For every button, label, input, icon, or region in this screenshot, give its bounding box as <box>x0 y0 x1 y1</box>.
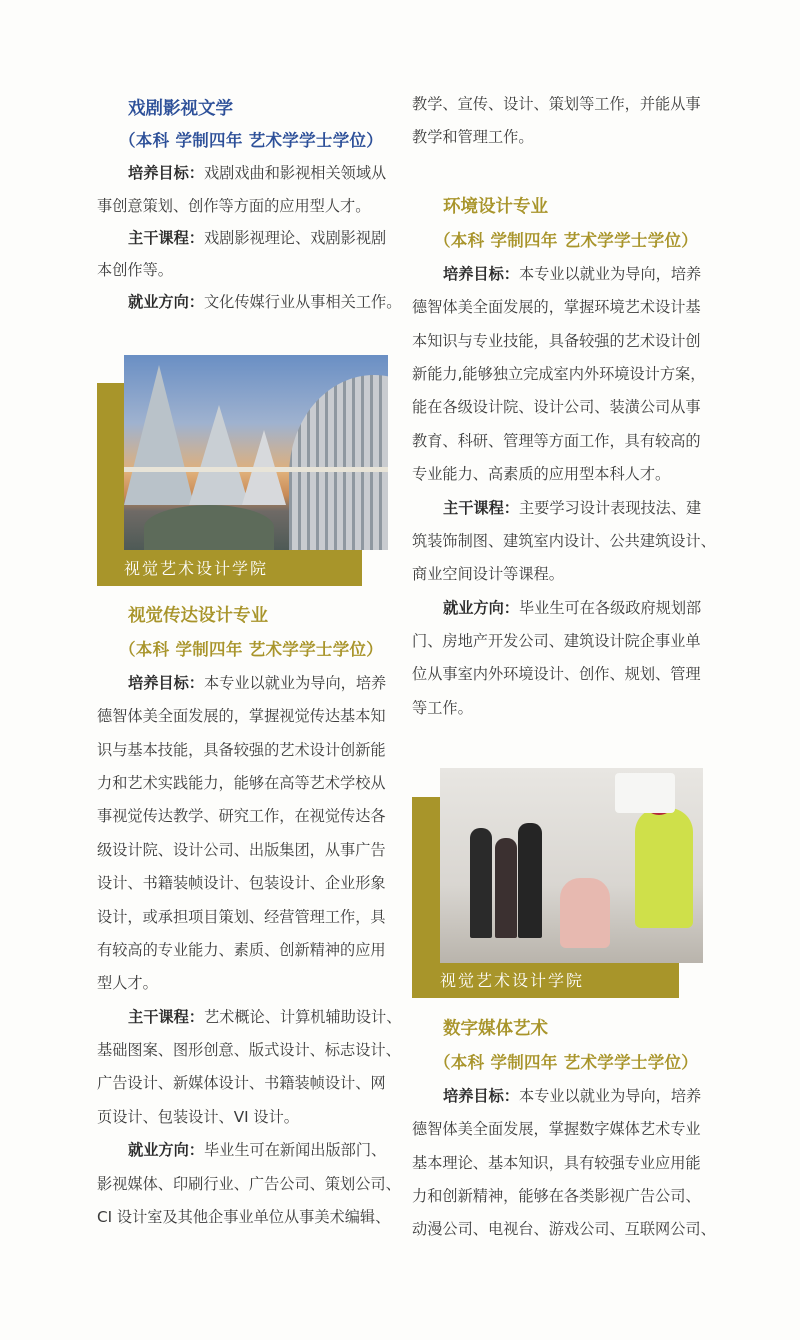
paragraph-text: 广告设计、新媒体设计、书籍装帧设计、网 <box>97 1074 386 1093</box>
paragraph-text: 本专业以就业为导向，培养 <box>203 673 387 692</box>
paragraph-line <box>97 254 397 286</box>
paragraph-line <box>412 291 712 324</box>
paragraph-text: 型人才。 <box>97 974 158 993</box>
paragraph-text: 本创作等。 <box>97 260 173 279</box>
paragraph-text: CI 设计室及其他企事业单位从事美术编辑、 <box>97 1208 391 1227</box>
paragraph-line <box>412 592 712 625</box>
paragraph-line <box>97 222 397 254</box>
paragraph-line <box>412 1147 712 1180</box>
paragraph-text: 德智体美全面发展，掌握数字媒体艺术专业 <box>412 1120 701 1139</box>
paragraph-line <box>412 625 712 658</box>
photo-caption: 视觉艺术设计学院 <box>124 559 269 578</box>
paragraph-line <box>97 1034 401 1067</box>
paragraph-line <box>412 658 712 691</box>
paragraph-label: 就业方向： <box>128 1141 204 1160</box>
person-figure <box>470 828 492 938</box>
paragraph-line <box>97 767 397 800</box>
section-title: 环境设计专业 <box>443 197 548 217</box>
section-title: 视觉传达设计专业 <box>128 606 268 626</box>
paragraph-text: 基础图案、图形创意、版式设计、标志设计、 <box>97 1041 401 1060</box>
paragraph-line <box>412 692 712 725</box>
paragraph-text: 本知识与专业技能，具备较强的艺术设计创 <box>412 331 701 350</box>
section-title: 戏剧影视文学 <box>128 99 233 119</box>
paragraph-text: 德智体美全面发展的，掌握视觉传达基本知 <box>97 707 386 726</box>
section-drama-film-literature <box>97 93 402 318</box>
paragraph-line <box>412 258 712 291</box>
paragraph-text: 本专业以就业为导向，培养 <box>518 264 702 283</box>
paragraph-text: 商业空间设计等课程。 <box>412 565 564 584</box>
paragraph-text: 位从事室内外环境设计、创作、规划、管理 <box>412 665 701 684</box>
paragraph-text: 专业能力、高素质的应用型本科人才。 <box>412 465 671 484</box>
paragraph-line <box>97 934 397 967</box>
paragraph-text: 基本理论、基本知识，具有较强专业应用能 <box>412 1153 701 1172</box>
paragraph-label: 培养目标： <box>128 673 204 692</box>
paragraph-line <box>412 425 712 458</box>
paragraph-line <box>97 1201 397 1234</box>
paragraph-line <box>412 492 712 525</box>
section-continuation <box>412 88 712 155</box>
paragraph-text: 有较高的专业能力、素质、创新精神的应用 <box>97 940 386 959</box>
paragraph-text: 力和艺术实践能力，能够在高等艺术学校从 <box>97 773 386 792</box>
paragraph-text: 级设计院、设计公司、出版集团，从事广告 <box>97 840 386 859</box>
studio-softbox <box>615 773 675 813</box>
paragraph-line <box>97 867 397 900</box>
paragraph-label: 主干课程： <box>128 1007 204 1026</box>
paragraph-label: 培养目标： <box>443 264 519 283</box>
paragraph-text: 事创意策划、创作等方面的应用型人才。 <box>97 196 371 215</box>
paragraph-line <box>412 1180 712 1213</box>
section-environmental-design <box>412 191 716 725</box>
paragraph-text: 毕业生可在新闻出版部门、 <box>203 1141 387 1160</box>
paragraph-line <box>412 1080 712 1113</box>
paragraph-text: 影视媒体、印刷行业、广告公司、策划公司、 <box>97 1174 401 1193</box>
paragraph-text: 教学、宣传、设计、策划等工作，并能从事 <box>412 95 701 113</box>
paragraph-line <box>97 1134 397 1167</box>
paragraph-text: 等工作。 <box>412 698 473 717</box>
section-title: 数字媒体艺术 <box>443 1019 548 1039</box>
paragraph-line <box>412 391 712 424</box>
paragraph-label: 就业方向： <box>128 293 204 312</box>
plaza <box>144 505 274 550</box>
building-shape <box>124 365 194 505</box>
paragraph-text: 设计，或承担项目策划、经营管理工作，具 <box>97 907 386 926</box>
degree-subtitle: （本科 学制四年 艺术学学士学位） <box>434 1053 699 1073</box>
paragraph-line <box>97 1168 401 1201</box>
bridge <box>124 467 388 472</box>
paragraph-line <box>412 558 712 591</box>
paragraph-text: 筑装饰制图、建筑室内设计、公共建筑设计、 <box>412 531 716 550</box>
paragraph-text: 能在各级设计院、设计公司、装潢公司从事 <box>412 398 701 417</box>
paragraph-text: 设计、书籍装帧设计、包装设计、企业形象 <box>97 874 386 893</box>
paragraph-line <box>97 901 397 934</box>
paragraph-text: 主要学习设计表现技法、建 <box>518 498 702 517</box>
paragraph-text: 门、房地产开发公司、建筑设计院企事业单 <box>412 632 701 651</box>
paragraph-label: 培养目标： <box>443 1086 519 1105</box>
paragraph-line <box>97 190 397 222</box>
paragraph-line <box>97 1101 397 1134</box>
section-visual-communication-design <box>97 600 402 1234</box>
paragraph-line <box>412 525 716 558</box>
paragraph-line <box>412 88 712 121</box>
paragraph-text: 艺术概论、计算机辅助设计、 <box>203 1007 402 1026</box>
paragraph-line <box>97 734 397 767</box>
photo-caption: 视觉艺术设计学院 <box>440 971 585 990</box>
paragraph-text: 页设计、包装设计、VI 设计。 <box>97 1107 299 1126</box>
paragraph-label: 主干课程： <box>128 228 204 247</box>
paragraph-text: 毕业生可在各级政府规划部 <box>518 598 702 617</box>
paragraph-line <box>412 458 712 491</box>
paragraph-label: 就业方向： <box>443 598 519 617</box>
paragraph-text: 本专业以就业为导向，培养 <box>518 1086 702 1105</box>
photographer-figure <box>635 808 693 928</box>
paragraph-text: 文化传媒行业从事相关工作。 <box>203 293 402 312</box>
paragraph-line <box>97 1067 397 1100</box>
paragraph-line <box>412 1113 712 1146</box>
paragraph-line <box>412 121 712 154</box>
person-figure <box>518 823 542 938</box>
photo-studio-photo <box>440 768 703 963</box>
paragraph-text: 事视觉传达教学、研究工作，在视觉传达各 <box>97 807 386 826</box>
paragraph-line <box>97 667 397 700</box>
paragraph-text: 德智体美全面发展的，掌握环境艺术设计基 <box>412 298 701 317</box>
degree-subtitle: （本科 学制四年 艺术学学士学位） <box>119 131 384 151</box>
paragraph-text: 教学和管理工作。 <box>412 128 534 147</box>
building-shape <box>189 405 249 505</box>
architecture-photo <box>124 355 388 550</box>
person-figure <box>495 838 517 938</box>
paragraph-line <box>97 967 397 1000</box>
paragraph-text: 戏剧戏曲和影视相关领域从 <box>203 164 387 183</box>
paragraph-label: 培养目标： <box>128 164 204 183</box>
paragraph-line <box>97 700 397 733</box>
degree-subtitle: （本科 学制四年 艺术学学士学位） <box>434 231 699 251</box>
degree-subtitle: （本科 学制四年 艺术学学士学位） <box>119 640 384 660</box>
paragraph-text: 识与基本技能，具备较强的艺术设计创新能 <box>97 740 386 759</box>
paragraph-line <box>412 325 712 358</box>
paragraph-line <box>97 800 397 833</box>
section-digital-media-art <box>412 1013 716 1247</box>
paragraph-line <box>97 834 397 867</box>
paragraph-text: 教育、科研、管理等方面工作，具有较高的 <box>412 431 701 450</box>
paragraph-text: 戏剧影视理论、戏剧影视剧 <box>203 228 387 247</box>
paragraph-line <box>97 157 397 189</box>
paragraph-text: 新能力,能够独立完成室内外环境设计方案， <box>412 364 706 383</box>
photographer-figure <box>560 878 610 948</box>
dome-building <box>289 375 388 550</box>
paragraph-line <box>412 358 712 391</box>
paragraph-text: 动漫公司、电视台、游戏公司、互联网公司、 <box>412 1220 716 1239</box>
paragraph-label: 主干课程： <box>443 498 519 517</box>
paragraph-line <box>412 1213 716 1246</box>
paragraph-line <box>97 286 402 318</box>
paragraph-line <box>97 1001 402 1034</box>
paragraph-text: 力和创新精神，能够在各类影视广告公司、 <box>412 1186 701 1205</box>
